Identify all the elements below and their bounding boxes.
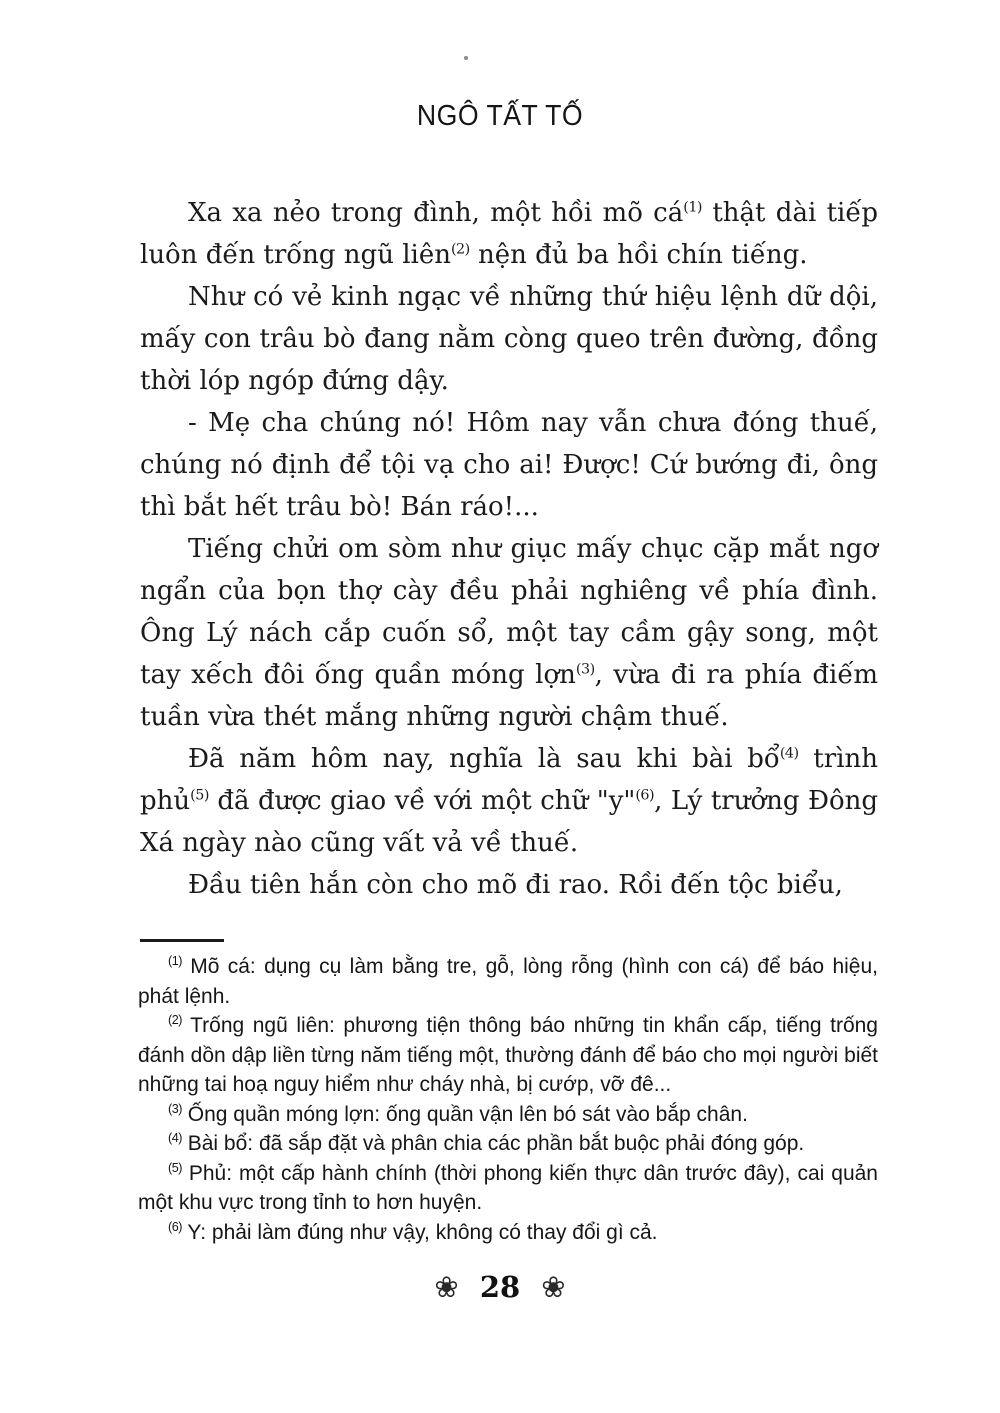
footnote-text: Mõ cá: dụng cụ làm bằng tre, gỗ, lòng rỗng (hình con cá) để báo hiệu, phát lệnh. [138, 955, 878, 1008]
paragraph [140, 528, 878, 738]
paragraph-text: trình phủ [140, 744, 878, 816]
scan-artifact-dot [464, 56, 468, 60]
flower-ornament-icon: ❀ [434, 1270, 459, 1304]
footnote-ref: (6) [635, 787, 655, 804]
footnote-ref: (3) [575, 661, 595, 678]
paragraph-text: - Mẹ cha chúng nó! Hôm nay vẫn chưa đóng thuế, chúng nó định để tội vạ cho ai! Được! Cứ bướng đi, ông thì bắt hết trâu bò! Bán ráo!... [140, 408, 878, 522]
footnote-text: Bài bổ: đã sắp đặt và phân chia các phần bắt buộc phải đóng góp. [187, 1132, 805, 1155]
footnote-ref: (2) [450, 241, 470, 258]
footnotes-section [138, 952, 878, 1247]
footnote-marker: (3) [168, 1101, 182, 1116]
paragraph-text: Đầu tiên hắn còn cho mõ đi rao. Rồi đến tộc biểu, [188, 870, 843, 900]
paragraph-text: Đã năm hôm nay, nghĩa là sau khi bài bổ [188, 744, 780, 774]
footnote-ref: (1) [683, 199, 703, 216]
footnote-item [138, 1218, 878, 1248]
author-name-header: NGÔ TẤT TỐ [416, 100, 584, 132]
footnote-text: Ống quần móng lợn: ống quần vận lên bó sát vào bắp chân. [187, 1102, 748, 1126]
footnote-item [138, 1129, 878, 1159]
footnote-marker: (1) [168, 954, 182, 968]
footnote-text: Y: phải làm đúng như vậy, không có thay đổi gì cả. [187, 1220, 658, 1244]
footnote-ref: (4) [779, 745, 799, 762]
paragraph [140, 738, 878, 864]
paragraph-text: nện đủ ba hồi chín tiếng. [469, 240, 808, 270]
paragraph-text: Tiếng chửi om sòm như giục mấy chục cặp mắt ngơ ngẩn của bọn thợ cày đều phải nghiêng về phía đình. Ông Lý nách cắp cuốn sổ, một tay cầm gậy song, một tay xếch đôi ống quần móng lợn [140, 534, 878, 690]
footnote-ref: (5) [190, 787, 209, 804]
footnote-item [138, 952, 878, 1011]
paragraph-text: Xa xa nẻo trong đình, một hồi mõ cá [188, 198, 684, 228]
footnote-marker: (6) [168, 1219, 182, 1234]
body-text [140, 192, 878, 906]
paragraph-text: , Lý trưởng Đông Xá ngày nào cũng vất vả về thuế. [140, 786, 879, 858]
footnote-text: Trống ngũ liên: phương tiện thông báo những tin khẩn cấp, tiếng trống đánh dồn dập liền từng năm tiếng một, thường đánh để báo cho mọi người biết những tai hoạ nguy hiểm như cháy nhà, bị cướp, vỡ đê... [138, 1014, 878, 1096]
paragraph-text: thật dài tiếp luôn đến trống ngũ liên [140, 198, 878, 270]
footnote-item [138, 1100, 878, 1130]
footnote-marker: (2) [168, 1013, 182, 1027]
paragraph-text: , vừa đi ra phía điếm tuần vừa thét mắng những người chậm thuế. [140, 660, 878, 732]
paragraph-text: Như có vẻ kinh ngạc về những thứ hiệu lệnh dữ dội, mấy con trâu bò đang nằm còng queo trên đường, đồng thời lóp ngóp đứng dậy. [140, 282, 878, 396]
footnote-separator [140, 939, 224, 942]
flower-ornament-icon: ❀ [541, 1270, 566, 1304]
footnote-text: Phủ: một cấp hành chính (thời phong kiến thực dân trước đây), cai quản một khu vực trong tỉnh to hơn huyện. [138, 1161, 878, 1214]
footnote-marker: (4) [168, 1131, 182, 1145]
paragraph [140, 402, 878, 528]
footnote-item [138, 1011, 878, 1100]
footnote-item [138, 1159, 878, 1218]
paragraph-text: đã được giao về với một chữ "y" [208, 786, 636, 816]
paragraph [140, 864, 878, 906]
page-footer [0, 1270, 1000, 1304]
page-number: 28 [479, 1270, 521, 1304]
paragraph [140, 192, 878, 276]
paragraph [140, 276, 878, 402]
footnote-marker: (5) [168, 1160, 182, 1175]
